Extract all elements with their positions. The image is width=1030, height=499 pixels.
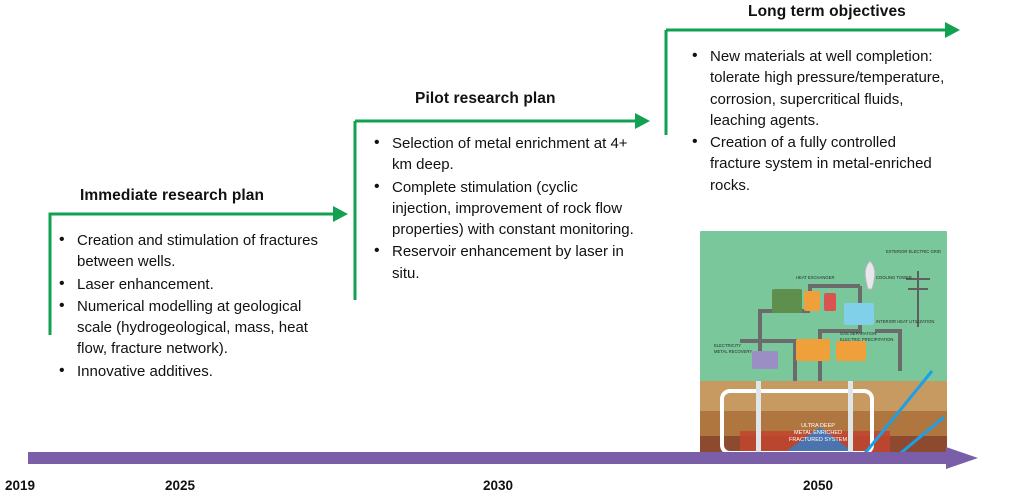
svg-text:ELECTRIC PRECIPITATION: ELECTRIC PRECIPITATION [840, 337, 894, 342]
timeline-year-2019: 2019 [5, 478, 36, 493]
svg-text:HEAT EXCHANGER: HEAT EXCHANGER [796, 275, 835, 280]
phase-title-3: Long term objectives [748, 3, 906, 20]
timeline-year-2025: 2025 [165, 478, 196, 493]
list-item: • Creation of a fully controlled fracture system in metal-enriched rocks. [688, 132, 950, 196]
list-item: • Reservoir enhancement by laser in situ. [370, 241, 638, 284]
illustration-caption: ULTRA DEEP [801, 423, 835, 429]
timeline-year-2050: 2050 [803, 478, 834, 493]
svg-text:INTERIOR HEAT UTILIZATION: INTERIOR HEAT UTILIZATION [876, 319, 935, 324]
phase-bullets-2 [370, 133, 638, 285]
list-item: • Selection of metal enrichment at 4+ km deep. [370, 133, 638, 176]
list-item: • Innovative additives. [55, 361, 335, 382]
timeline-bar [28, 447, 978, 469]
timeline-year-2030: 2030 [483, 478, 514, 493]
svg-text:GAS SEPARATION: GAS SEPARATION [840, 331, 877, 336]
svg-text:ELECTRICITY: ELECTRICITY [714, 343, 742, 348]
phase-bullets-3 [688, 46, 950, 197]
list-item: • Creation and stimulation of fractures between wells. [55, 230, 335, 273]
list-item: • Laser enhancement. [55, 274, 335, 295]
svg-text:EXTERIOR ELECTRIC GRID: EXTERIOR ELECTRIC GRID [886, 249, 941, 254]
svg-text:FRACTURED SYSTEM: FRACTURED SYSTEM [788, 437, 848, 443]
phase-bullets-1 [55, 230, 335, 383]
list-item: • Numerical modelling at geological scale (hydrogeological, mass, heat flow, fracture network). [55, 296, 335, 360]
phase-title-1: Immediate research plan [80, 187, 265, 204]
list-item: • New materials at well completion: tolerate high pressure/temperature, corrosion, supercritical fluids, leaching agents. [688, 46, 950, 131]
list-item: • Complete stimulation (cyclic injection, improvement of rock flow properties) with constant monitoring. [370, 177, 638, 241]
svg-text:METAL RECOVERY: METAL RECOVERY [714, 349, 753, 354]
svg-text:COOLING TOWER: COOLING TOWER [876, 275, 912, 280]
ultra-deep-system-illustration [700, 231, 947, 457]
phase-title-2: Pilot research plan [415, 90, 556, 107]
svg-text:METAL ENRICHED: METAL ENRICHED [794, 430, 842, 436]
